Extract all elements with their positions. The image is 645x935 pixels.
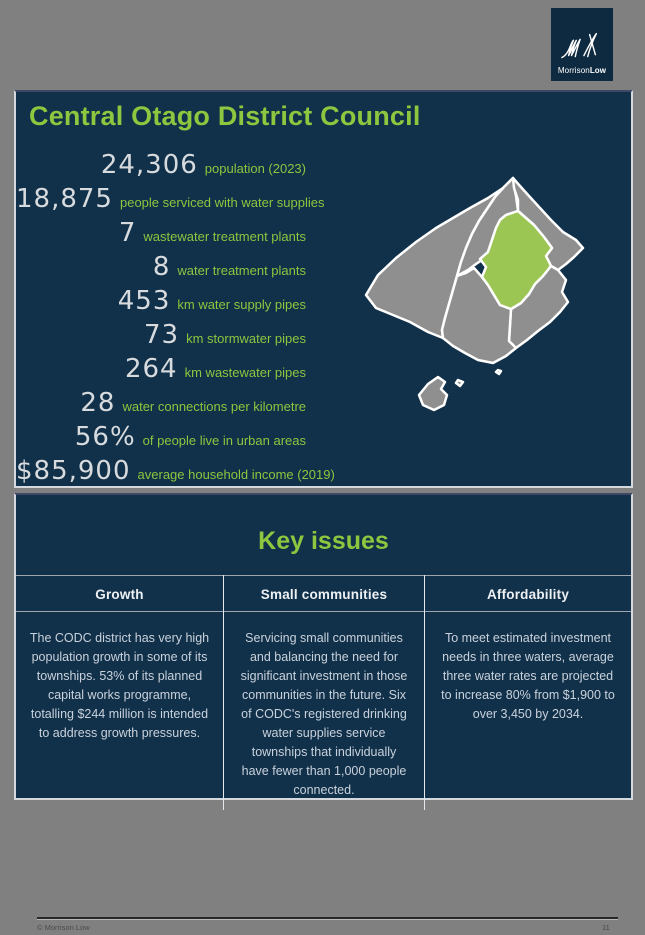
page-title: Central Otago District Council — [29, 101, 421, 131]
stat-value: 7 — [118, 218, 137, 248]
issue-column-small-communities — [223, 575, 425, 810]
stat-label: km stormwater pipes — [186, 331, 306, 346]
stat-label: people serviced with water supplies — [119, 195, 325, 210]
stat-label: km wastewater pipes — [184, 365, 306, 380]
stat-label: wastewater treatment plants — [143, 229, 306, 244]
column-header: Affordability — [425, 575, 631, 612]
footer-copyright: © Morrison Low — [37, 923, 90, 932]
key-issues-title: Key issues — [258, 527, 389, 555]
key-issues-table — [16, 575, 631, 798]
issue-column-growth — [16, 575, 223, 810]
stat-label: water connections per kilometre — [122, 399, 306, 414]
district-stats-panel — [14, 90, 633, 488]
stat-label: water treatment plants — [177, 263, 306, 278]
stat-value: 453 — [117, 286, 171, 316]
otago-region-map-icon — [348, 160, 598, 420]
stat-label: population (2023) — [204, 161, 306, 176]
issue-column-affordability — [425, 575, 631, 810]
logo-wordmark — [558, 66, 606, 75]
stat-value: 73 — [143, 320, 180, 350]
stat-row-water-plants — [16, 250, 306, 284]
column-body: Servicing small communities and balancing the need for significant investment in those communities in the future. Six of CODC's registered drinking water supplies service townships that individually have fewer than 1,000 people connected. — [240, 631, 408, 797]
stat-value: 18,875 — [16, 184, 113, 214]
stat-value: 264 — [124, 354, 178, 384]
stat-row-stormwater-pipes — [16, 318, 306, 352]
stat-label: average household income (2019) — [137, 467, 335, 482]
stat-value: 56% — [74, 422, 136, 452]
district-map — [348, 160, 598, 420]
stat-row-wastewater-plants — [16, 216, 306, 250]
stat-value: 24,306 — [100, 150, 198, 180]
stats-list — [16, 148, 335, 488]
ml-signature-icon — [561, 31, 603, 63]
stat-label: km water supply pipes — [177, 297, 306, 312]
column-header: Small communities — [224, 575, 424, 612]
stat-row-population — [16, 148, 306, 182]
stat-row-income — [16, 454, 335, 488]
stat-row-supply-pipes — [16, 284, 306, 318]
stat-row-wastewater-pipes — [16, 352, 306, 386]
column-body: The CODC district has very high population growth in some of its townships. 53% of its planned capital works programme, totalling $244 million is intended to address growth pressures. — [29, 631, 210, 740]
stat-row-urban — [16, 420, 306, 454]
footer-page-number: 11 — [602, 923, 610, 932]
footer-divider — [37, 917, 618, 919]
stat-label: of people live in urban areas — [142, 433, 306, 448]
key-issues-panel — [14, 493, 633, 800]
logo-text-low: Low — [589, 66, 607, 75]
map-islet-1 — [456, 380, 463, 386]
column-header: Growth — [16, 575, 223, 612]
stat-row-water-serviced — [16, 182, 325, 216]
stat-value: 28 — [80, 388, 116, 418]
stat-value: 8 — [152, 252, 171, 282]
stat-value: $85,900 — [16, 456, 131, 486]
column-body: To meet estimated investment needs in three waters, average three water rates are projected to increase 80% from $1,900 to over 3,450 by 2034. — [441, 631, 615, 721]
logo-text-morrison: Morrison — [557, 66, 590, 75]
map-islet-2 — [496, 370, 501, 374]
morrison-low-logo — [551, 8, 613, 81]
stat-row-connections — [16, 386, 306, 420]
map-island — [419, 377, 447, 410]
